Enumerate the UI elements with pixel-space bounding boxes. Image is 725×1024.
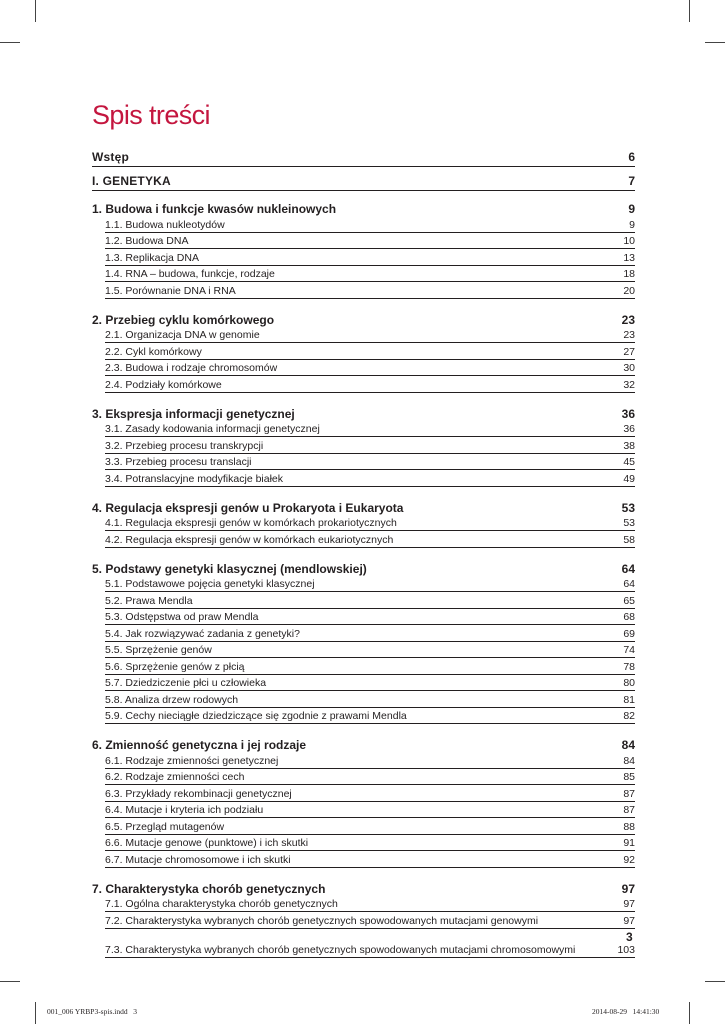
toc-section-label: 2.2. Cykl komórkowy bbox=[105, 345, 202, 358]
crop-mark bbox=[35, 1002, 36, 1024]
toc-section-label: 4.1. Regulacja ekspresji genów w komórkach prokariotycznych bbox=[105, 517, 397, 529]
toc-section-page: 58 bbox=[623, 533, 635, 546]
toc-top-entry[interactable] bbox=[92, 143, 635, 167]
toc-chapter[interactable] bbox=[92, 730, 635, 752]
toc-section-label: 5.6. Sprzężenie genów z płcią bbox=[105, 660, 245, 673]
toc-section-label: 5.1. Podstawowe pojęcia genetyki klasycznej bbox=[105, 578, 315, 590]
toc-section-label: 2.1. Organizacja DNA w genomie bbox=[105, 329, 260, 341]
toc-section[interactable] bbox=[105, 752, 635, 769]
page-title: Spis treści bbox=[92, 100, 210, 130]
toc-section-page: 10 bbox=[623, 235, 635, 247]
toc-section-label: 6.6. Mutacje genowe (punktowe) i ich skutki bbox=[105, 837, 309, 849]
toc-section-label: 6.4. Mutacje i kryteria ich podziału bbox=[105, 804, 264, 816]
toc-section-page: 81 bbox=[623, 693, 635, 706]
toc-section-label: 1.5. Porównanie DNA i RNA bbox=[105, 284, 236, 297]
crop-mark bbox=[705, 981, 725, 982]
toc-section-label: 6.1. Rodzaje zmienności genetycznej bbox=[105, 754, 279, 767]
toc-section-page: 30 bbox=[623, 362, 635, 374]
toc-section-page: 36 bbox=[623, 423, 635, 435]
toc-section[interactable] bbox=[105, 327, 635, 344]
toc-section[interactable] bbox=[105, 531, 635, 548]
toc-chapter-page: 84 bbox=[621, 738, 635, 752]
table-of-contents bbox=[92, 143, 635, 958]
toc-section[interactable] bbox=[105, 769, 635, 786]
toc-chapter-label: 1. Budowa i funkcje kwasów nukleinowych bbox=[92, 202, 337, 216]
toc-section-label: 3.4. Potranslacyjne modyfikacje białek bbox=[105, 472, 284, 485]
toc-section-page: 13 bbox=[623, 251, 635, 264]
toc-section-label: 5.7. Dziedziczenie płci u człowieka bbox=[105, 677, 267, 689]
toc-section-label: 1.2. Budowa DNA bbox=[105, 235, 189, 247]
toc-section-label: 5.5. Sprzężenie genów bbox=[105, 644, 212, 656]
page-number: 3 bbox=[626, 930, 633, 944]
toc-chapter-page: 64 bbox=[621, 561, 635, 576]
toc-section-page: 87 bbox=[623, 787, 635, 800]
toc-section-page: 18 bbox=[623, 268, 635, 280]
toc-section-label: 6.2. Rodzaje zmienności cech bbox=[105, 771, 245, 783]
toc-section[interactable] bbox=[105, 249, 635, 266]
crop-mark bbox=[705, 42, 725, 43]
toc-section[interactable] bbox=[105, 437, 635, 454]
toc-section-label: 3.3. Przebieg procesu translacji bbox=[105, 456, 252, 468]
toc-section-page: 20 bbox=[623, 284, 635, 297]
toc-section-page: 32 bbox=[623, 378, 635, 391]
toc-section-label: 7.1. Ogólna charakterystyka chorób genetycznych bbox=[105, 898, 338, 910]
toc-section[interactable] bbox=[105, 912, 635, 929]
toc-section[interactable] bbox=[105, 929, 635, 958]
toc-section[interactable] bbox=[105, 642, 635, 659]
toc-chapter-label: 5. Podstawy genetyki klasycznej (mendlowskiej) bbox=[92, 561, 367, 576]
toc-section[interactable] bbox=[105, 609, 635, 626]
toc-section-label: 1.1. Budowa nukleotydów bbox=[105, 218, 225, 231]
toc-section-label: 5.8. Analiza drzew rodowych bbox=[105, 693, 239, 706]
toc-section-page: 65 bbox=[623, 594, 635, 607]
toc-section-label: 3.2. Przebieg procesu transkrypcji bbox=[105, 439, 264, 452]
toc-section-page: 38 bbox=[623, 439, 635, 452]
toc-section[interactable] bbox=[105, 675, 635, 692]
toc-section-page: 23 bbox=[623, 329, 635, 341]
footer-timestamp: 2014-08-29 14:41:30 bbox=[592, 1007, 660, 1016]
crop-mark bbox=[689, 0, 690, 22]
toc-section-page: 74 bbox=[623, 644, 635, 656]
toc-section[interactable] bbox=[105, 625, 635, 642]
toc-section-page: 92 bbox=[623, 853, 635, 866]
toc-section-label: 5.4. Jak rozwiązywać zadania z genetyki? bbox=[105, 627, 300, 640]
toc-section-label: 4.2. Regulacja ekspresji genów w komórkach eukariotycznych bbox=[105, 533, 394, 546]
toc-section-page: 87 bbox=[623, 804, 635, 816]
toc-chapter-label: 7. Charakterystyka chorób genetycznych bbox=[92, 881, 326, 896]
toc-section-page: 69 bbox=[623, 627, 635, 640]
toc-section-page: 9 bbox=[629, 218, 635, 231]
toc-top-entry-label: Wstęp bbox=[92, 150, 129, 164]
toc-chapter-label: 2. Przebieg cyklu komórkowego bbox=[92, 312, 275, 327]
crop-mark bbox=[689, 1002, 690, 1024]
toc-chapter-page: 97 bbox=[621, 881, 635, 896]
toc-section[interactable] bbox=[105, 802, 635, 819]
toc-section-page: 85 bbox=[623, 771, 635, 783]
toc-chapter[interactable] bbox=[92, 305, 635, 327]
toc-section-label: 7.3. Charakterystyka wybranych chorób genetycznych spowodowanych mutacjami chromosomowymi bbox=[105, 943, 576, 956]
toc-section-page: 49 bbox=[623, 472, 635, 485]
toc-section[interactable] bbox=[105, 421, 635, 438]
toc-section[interactable] bbox=[105, 282, 635, 299]
crop-mark bbox=[0, 42, 20, 43]
toc-chapter-label: 6. Zmienność genetyczna i jej rodzaje bbox=[92, 738, 307, 752]
toc-section-page: 53 bbox=[623, 517, 635, 529]
toc-section-label: 1.4. RNA – budowa, funkcje, rodzaje bbox=[105, 268, 275, 280]
crop-mark bbox=[0, 981, 20, 982]
toc-top-entry-page: 7 bbox=[628, 174, 635, 188]
toc-section-page: 88 bbox=[623, 820, 635, 833]
toc-section-page: 97 bbox=[623, 914, 635, 927]
crop-mark bbox=[35, 0, 36, 22]
toc-section[interactable] bbox=[105, 896, 635, 913]
toc-section[interactable] bbox=[105, 835, 635, 852]
toc-chapter[interactable] bbox=[92, 493, 635, 515]
toc-chapter-label: 4. Regulacja ekspresji genów u Prokaryota i Eukaryota bbox=[92, 500, 404, 515]
toc-section-page: 103 bbox=[617, 943, 635, 956]
toc-section[interactable] bbox=[105, 216, 635, 233]
toc-section-page: 45 bbox=[623, 456, 635, 468]
toc-top-entry[interactable] bbox=[92, 167, 635, 191]
toc-chapter-page: 23 bbox=[621, 312, 635, 327]
toc-section-label: 6.5. Przegląd mutagenów bbox=[105, 820, 225, 833]
toc-section-page: 80 bbox=[623, 677, 635, 689]
toc-section-label: 6.7. Mutacje chromosomowe i ich skutki bbox=[105, 853, 291, 866]
toc-section[interactable] bbox=[105, 851, 635, 868]
toc-section-label: 1.3. Replikacja DNA bbox=[105, 251, 199, 264]
toc-chapter[interactable] bbox=[92, 194, 635, 216]
toc-section[interactable] bbox=[105, 376, 635, 393]
toc-chapter-page: 53 bbox=[621, 500, 635, 515]
toc-top-entry-label: I. GENETYKA bbox=[92, 174, 171, 188]
toc-chapter-label: 3. Ekspresja informacji genetycznej bbox=[92, 406, 295, 421]
toc-section[interactable] bbox=[105, 515, 635, 532]
toc-section-label: 5.3. Odstępstwa od praw Mendla bbox=[105, 611, 259, 623]
toc-chapter-page: 36 bbox=[621, 406, 635, 421]
toc-section[interactable] bbox=[105, 576, 635, 593]
toc-section[interactable] bbox=[105, 343, 635, 360]
toc-section[interactable] bbox=[105, 233, 635, 250]
toc-section-label: 2.4. Podziały komórkowe bbox=[105, 378, 222, 391]
toc-chapter[interactable] bbox=[92, 874, 635, 896]
toc-chapter[interactable] bbox=[92, 554, 635, 576]
toc-section-page: 97 bbox=[623, 898, 635, 910]
toc-section-page: 64 bbox=[623, 578, 635, 590]
toc-top-entry-page: 6 bbox=[628, 150, 635, 164]
toc-section[interactable] bbox=[105, 470, 635, 487]
toc-section-label: 5.9. Cechy nieciągłe dziedziczące się zgodnie z prawami Mendla bbox=[105, 710, 407, 722]
toc-section[interactable] bbox=[105, 785, 635, 802]
toc-section-label: 2.3. Budowa i rodzaje chromosomów bbox=[105, 362, 278, 374]
toc-section-page: 84 bbox=[623, 754, 635, 767]
toc-chapter[interactable] bbox=[92, 399, 635, 421]
footer-file-info: 001_006 YRBP3-spis.indd 3 bbox=[47, 1007, 137, 1016]
toc-section-label: 5.2. Prawa Mendla bbox=[105, 594, 193, 607]
toc-section[interactable] bbox=[105, 266, 635, 283]
toc-section[interactable] bbox=[105, 360, 635, 377]
toc-section-page: 68 bbox=[623, 611, 635, 623]
toc-section-label: 6.3. Przykłady rekombinacji genetycznej bbox=[105, 787, 292, 800]
toc-section[interactable] bbox=[105, 691, 635, 708]
toc-section-page: 82 bbox=[623, 710, 635, 722]
toc-section-page: 27 bbox=[623, 345, 635, 358]
toc-section[interactable] bbox=[105, 454, 635, 471]
toc-section[interactable] bbox=[105, 818, 635, 835]
toc-section-page: 91 bbox=[623, 837, 635, 849]
toc-section-label: 3.1. Zasady kodowania informacji genetycznej bbox=[105, 423, 320, 435]
toc-section-label: 7.2. Charakterystyka wybranych chorób genetycznych spowodowanych mutacjami genowymi bbox=[105, 914, 539, 927]
toc-section-page: 78 bbox=[623, 660, 635, 673]
toc-section[interactable] bbox=[105, 592, 635, 609]
toc-section[interactable] bbox=[105, 708, 635, 725]
toc-section[interactable] bbox=[105, 658, 635, 675]
toc-chapter-page: 9 bbox=[628, 202, 635, 216]
